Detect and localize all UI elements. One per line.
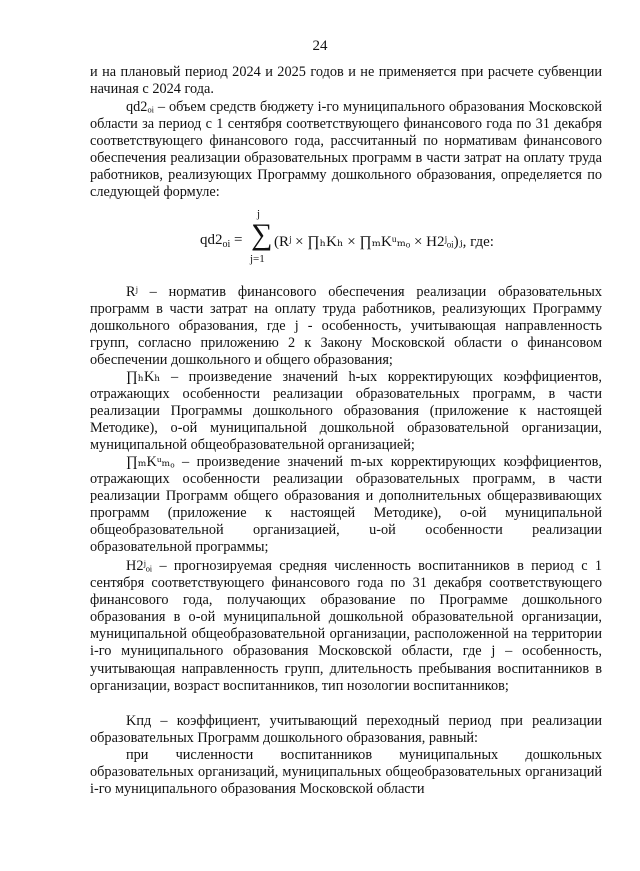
paragraph-kh-definition: ∏ₕKₕ – произведение значений h-ых корректирующих коэффициентов, отражающих особенности реализации образовательных программ, в части реализации Программы дошкольного образования (приложение к настоящей Методике), о-ой муниципальной дошкольной образовательной организации, муниципальной общеобразовательной организацией;	[90, 369, 602, 454]
paragraph-h2-definition: H2ʲₒᵢ – прогнозируемая средняя численность воспитанников в период с 1 сентября соответствующего финансового года по 31 декабря соответствующего финансового года, получающих образование по Программе дошкольного образования в о-ой муниципальной дошкольной образовательной организации, муниципальной общеобразовательной организации, расположенной на территории i-го муниципального образования Московской области, где j – особенность, учитывающая направленность групп, длительность пребывания воспитанников в организации, возраст воспитанников, тип нозологии воспитанников;	[90, 558, 602, 694]
formula-lhs: $qd2_{oi}$ =	[200, 232, 243, 250]
paragraph-kpd-definition: Kпд – коэффициент, учитывающий переходный период при реализации образовательных Программ дошкольного образования, равный:	[90, 713, 602, 747]
sum-lower-limit: j=1	[250, 253, 265, 265]
sum-symbol: ∑	[251, 218, 273, 251]
formula	[200, 208, 530, 268]
paragraph-condition: при численности воспитанников муниципальных дошкольных образовательных организаций, муниципальных общеобразовательных организаций i-го муниципального образования Московской области	[90, 747, 602, 798]
page-number: 24	[312, 38, 328, 54]
paragraph-intro: и на плановый период 2024 и 2025 годов и не применяется при расчете субвенции начиная с 2024 года.	[90, 64, 602, 98]
formula-rhs: (Rʲ × ∏ₕKₕ × ∏ₘKᵘₘₒ × H2ʲₒᵢ)ⱼ, где:	[274, 234, 494, 250]
sum-upper-limit: j	[257, 208, 261, 220]
paragraph-kmo-definition: ∏ₘKᵘₘₒ – произведение значений m-ых корректирующих коэффициентов, отражающих особенности реализации образовательных программ, в части реализации Программ общего образования и дополнительных общеразвивающих программ (приложение к настоящей Методике), о-ой муниципальной общеобразовательной организацией, u-ой особенности реализации образовательной программы;	[90, 454, 602, 556]
paragraph-r-definition: Rʲ – норматив финансового обеспечения реализации образовательных программ в части затрат на оплату труда работников, реализующих Программу дошкольного образования, где j - особенность, учитывающая направленность групп, согласно приложению 2 к Закону Московской области о финансовом обеспечении дошкольного и общего образования;	[90, 284, 602, 369]
paragraph-qd2-definition: qd2ₒᵢ – объем средств бюджету i-го муниципального образования Московской области за период с 1 сентября соответствующего финансового года по 31 декабря соответствующего финансового года, рассчитанный по нормативам финансового обеспечения реализации образовательных программ в части затрат на оплату труда работников, реализующих Программу дошкольного образования, определяется по следующей формуле:	[90, 99, 602, 201]
